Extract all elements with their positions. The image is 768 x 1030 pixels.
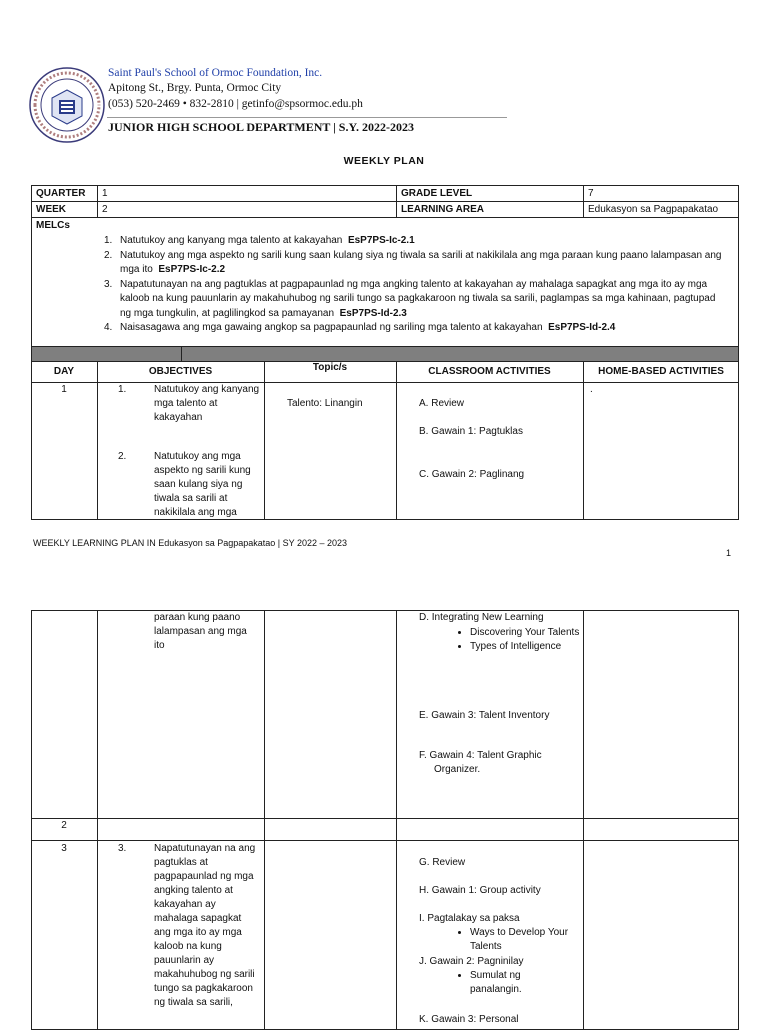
objective-number: 2.: [118, 451, 127, 462]
col-header-topics: Topic/s: [312, 362, 348, 373]
quarter-value: 1: [97, 185, 397, 202]
col-line: [264, 610, 265, 1030]
plan-table-page1: [31, 361, 739, 520]
department-title: JUNIOR HIGH SCHOOL DEPARTMENT | S.Y. 2022-2023: [108, 120, 415, 134]
activity-item: D. Integrating New Learning: [419, 612, 544, 623]
melc-item: 3. Napatutunayan na ang pagtuklas at pagpapaunlad ng mga angking talento at kakayahan ay mahalaga sapagkat ang mga ito ay mga kaloob na kung pauunlarin ay makahuhubog ng sarili tungo sa pagkakaroon ng tiwala sa sarili, paglampas sa mga kahinaan, pagtupad ng mga tungkulin, at paglilingkod sa pamayanan EsP7PS-Id-2.3: [104, 278, 716, 319]
activity-bullet-list: [456, 626, 581, 654]
melcs-list: [104, 234, 729, 336]
col-line: [396, 361, 397, 520]
activity-item: E. Gawain 3: Talent Inventory: [419, 710, 550, 721]
col-line: [264, 361, 265, 520]
activity-item: A. Review: [419, 398, 465, 409]
school-contact: (053) 520-2469 • 832-2810 | getinfo@spsormoc.edu.ph: [108, 98, 363, 110]
activity-item: F. Gawain 4: Talent Graphic: [419, 750, 542, 761]
learning-area-label: LEARNING AREA: [396, 201, 584, 218]
activity-item: I. Pagtalakay sa paksa: [419, 913, 520, 924]
activity-item: J. Gawain 2: Pagninilay: [419, 956, 524, 967]
home-activity-text: .: [590, 384, 593, 395]
page-number: 1: [726, 548, 732, 558]
objective-text: Natutukoy ang kanyang mga talento at kakayahan: [154, 384, 260, 423]
row-line: [31, 818, 739, 819]
activity-bullet-list: [456, 926, 581, 954]
melcs-label: MELCs: [36, 220, 70, 231]
objective-number: 3.: [118, 843, 127, 854]
col-line: [583, 361, 584, 520]
bullet-item: • Ways to Develop Your Talents: [470, 926, 581, 954]
bullet-item: • Sumulat ng panalangin.: [470, 969, 556, 997]
activity-item: H. Gawain 1: Group activity: [419, 885, 541, 896]
row-line: [31, 840, 739, 841]
objective-text: Natutukoy ang mga aspekto ng sarili kung saan kulang siya ng tiwala sa sarili at nakikilala ang mga: [154, 451, 251, 518]
learning-area-value: Edukasyon sa Pagpapakatao: [583, 201, 739, 218]
activity-item: G. Review: [419, 857, 466, 868]
week-label: WEEK: [31, 201, 98, 218]
school-address: Apitong St., Brgy. Punta, Ormoc City: [108, 82, 282, 94]
bullet-item: • Discovering Your Talents: [470, 626, 581, 640]
gray-separator-band: [31, 346, 739, 362]
col-header-classroom: CLASSROOM ACTIVITIES: [428, 366, 551, 377]
day-value: 1: [61, 384, 67, 395]
grade-level-label: GRADE LEVEL: [396, 185, 584, 202]
school-logo: [28, 66, 106, 144]
activity-item: Organizer.: [434, 764, 481, 775]
page-footer: WEEKLY LEARNING PLAN IN Edukasyon sa Pagpapakatao | SY 2022 – 2023: [33, 538, 348, 548]
objective-text: paraan kung paano lalampasan ang mga ito: [154, 612, 247, 651]
melc-item: 2. Natutukoy ang mga aspekto ng sarili kung saan kulang siya ng tiwala sa sarili at nakikilala ang mga paraan kung paano lalampasan ang mga ito EsP7PS-Ic-2.2: [104, 249, 722, 275]
melc-item: 1. Natutukoy ang kanyang mga talento at kakayahan EsP7PS-Ic-2.1: [104, 235, 415, 246]
col-header-objectives: OBJECTIVES: [148, 366, 213, 377]
col-line: [97, 361, 98, 520]
school-name: Saint Paul's School of Ormoc Foundation, Inc.: [108, 67, 323, 79]
bullet-item: • Types of Intelligence: [470, 640, 581, 654]
activity-item: K. Gawain 3: Personal: [419, 1014, 519, 1025]
grade-level-value: 7: [583, 185, 739, 202]
activity-item: C. Gawain 2: Paglinang: [419, 469, 525, 480]
plan-table-page2: [31, 610, 739, 1030]
day-value: 2: [61, 820, 67, 831]
col-header-day: DAY: [53, 366, 75, 377]
melc-item: 4. Naisasagawa ang mga gawaing angkop sa pagpapaunlad ng sariling mga talento at kakayahan EsP7PS-Id-2.4: [104, 322, 616, 333]
col-header-home: HOME-BASED ACTIVITIES: [598, 366, 724, 377]
document-title: WEEKLY PLAN: [343, 155, 425, 167]
week-value: 2: [97, 201, 397, 218]
objective-text: Napatutunayan na ang pagtuklas at pagpapaunlad ng mga angking talento at kakayahan ay mahalaga sapagkat ang mga ito ay mga kaloob na kung pauunlarin ay makahuhubog ng sarili tungo sa pagkakaroon ng tiwala sa sarili,: [154, 843, 256, 1008]
col-line: [97, 610, 98, 1030]
topic-text: Talento: Linangin: [287, 398, 363, 409]
col-line: [583, 610, 584, 1030]
activity-item: B. Gawain 1: Pagtuklas: [419, 426, 523, 437]
gray-band-divider: [181, 346, 182, 362]
header-divider: [107, 117, 507, 118]
col-line: [396, 610, 397, 1030]
day-value: 3: [61, 843, 67, 854]
objective-number: 1.: [118, 384, 127, 395]
quarter-label: QUARTER: [31, 185, 98, 202]
activity-bullet-list: [456, 969, 556, 997]
row-line: [31, 382, 739, 383]
